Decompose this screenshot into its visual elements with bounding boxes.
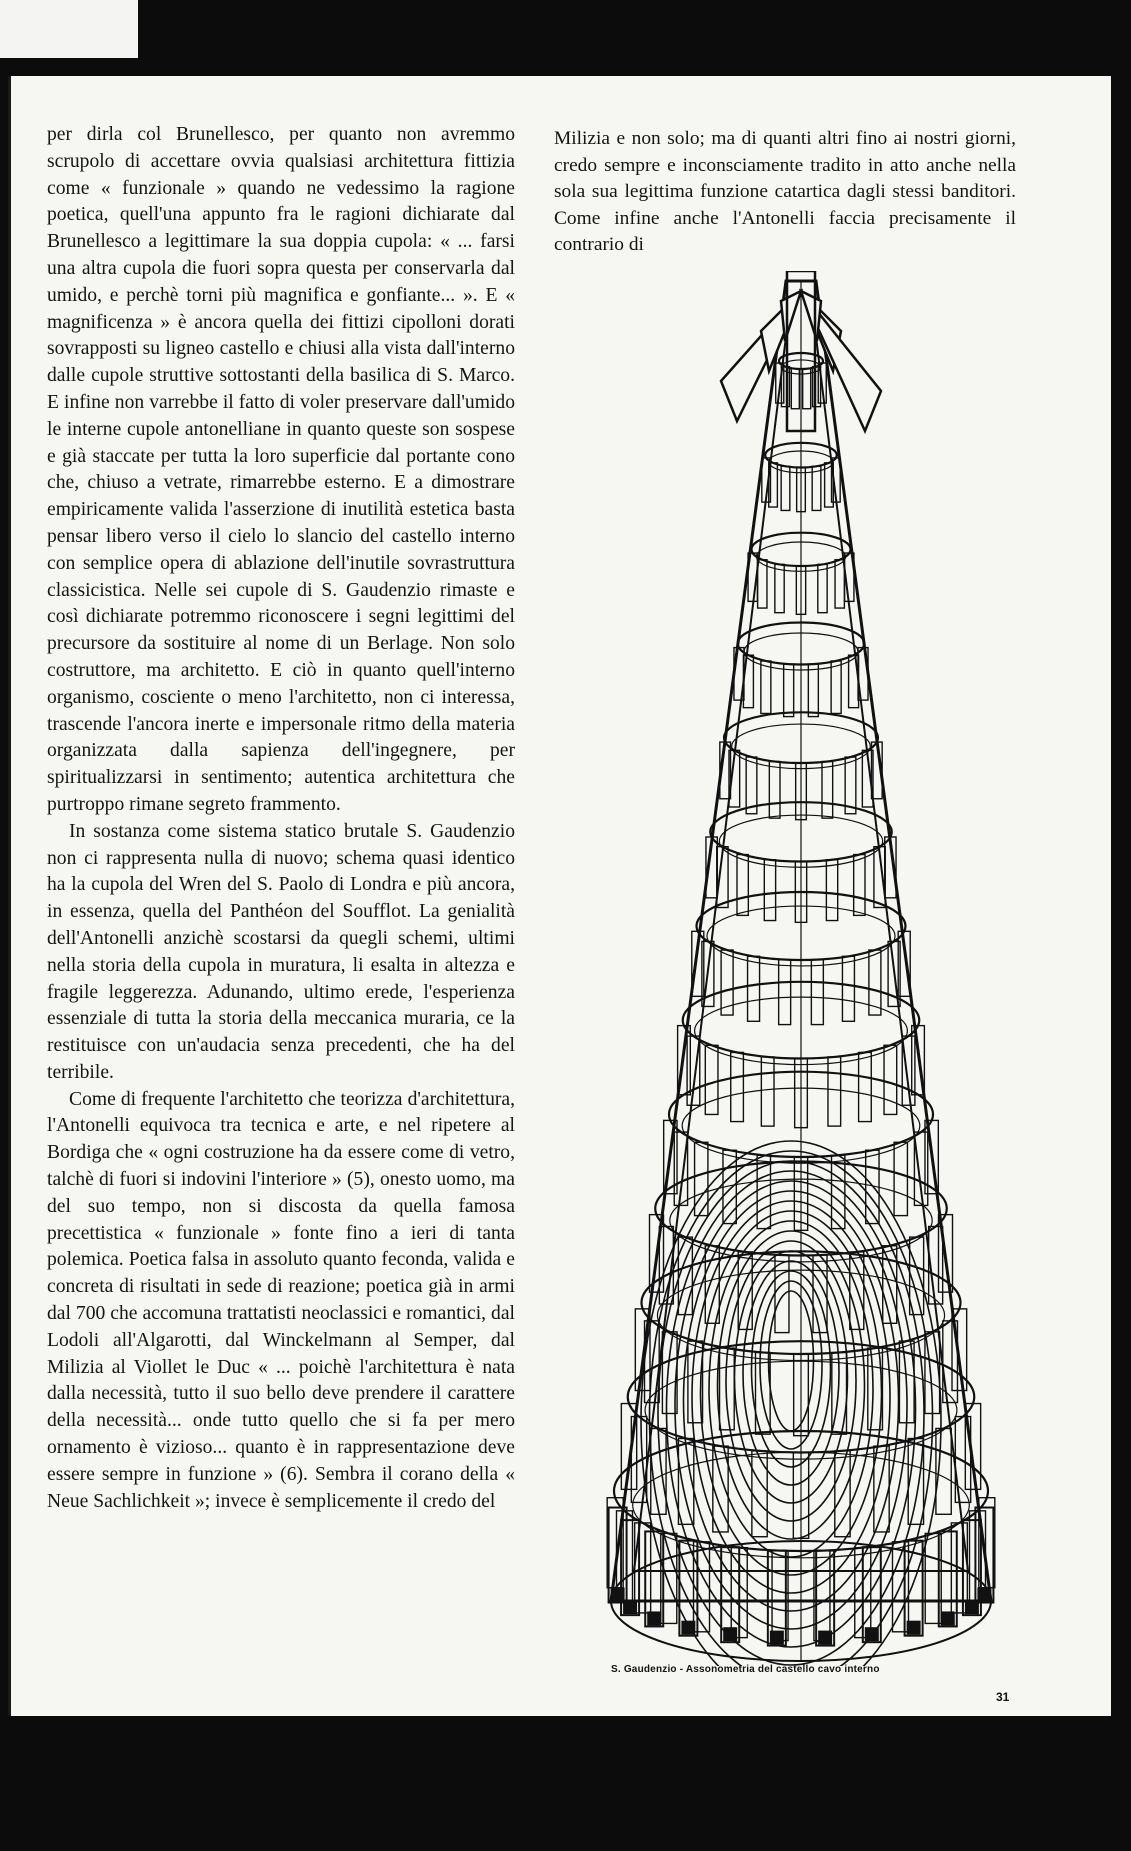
rib-arch	[761, 1057, 774, 1126]
rib-arch	[764, 860, 775, 921]
rib-arch	[883, 1246, 897, 1324]
rib-arch	[822, 761, 833, 818]
pier-foot	[818, 1631, 832, 1645]
lantern-fin	[801, 291, 821, 341]
rib-arch	[705, 1045, 718, 1114]
rib-arch	[791, 369, 799, 409]
rib-arch	[775, 564, 784, 612]
rib-arch	[694, 1542, 710, 1632]
pier-foot	[723, 1627, 737, 1641]
axonometric-drawing	[596, 271, 1016, 1851]
paragraph: In sostanza come sistema statico brutale S. Gaudenzio non ci rappresenta nulla di nuovo; schema quasi identico ha la cupola del Wren del S. Paolo di Londra e più ancora, in essenza, quella del Panthéon del Soufflot. La genialità dell'Antonelli anzichè scostarsi da quegli schemi, ultimi nella storia della cupola in muratura, li esalta in altezza e fragile leggerezza. Adunando, ultimo erede, l'esperienza essenziale di tutta la storia della meccanica muraria, ce la restituisce con un'audacia senza precedenti, che ha del terribile.	[47, 820, 515, 1083]
rib-arch	[828, 1057, 841, 1126]
book-page	[8, 76, 1111, 1716]
rib-arch	[781, 466, 790, 510]
rib-arch	[758, 560, 767, 608]
lantern-fin	[781, 291, 801, 341]
rib-arch	[784, 664, 794, 717]
rib-arch	[731, 1052, 744, 1121]
rib-arch	[808, 664, 818, 717]
rib-arch	[748, 956, 760, 1021]
rib-arch	[811, 960, 823, 1025]
rib-arch	[835, 560, 844, 608]
rib-arch	[737, 855, 748, 916]
left-text-column	[47, 122, 515, 1515]
dome-shell	[718, 1231, 865, 1539]
rib-arch	[894, 1142, 907, 1215]
rib-arch	[769, 761, 780, 818]
rib-arch	[854, 855, 865, 916]
pier-foot	[941, 1611, 955, 1625]
dome-shell	[641, 1141, 941, 1666]
dome-shell	[752, 1271, 831, 1467]
rib-arch	[831, 661, 841, 714]
right-text-column	[554, 126, 1016, 259]
rib-arch	[761, 661, 771, 714]
rib-arch	[826, 860, 837, 921]
dome-shell	[726, 1241, 856, 1521]
pier-foot	[865, 1627, 879, 1641]
pier-foot	[681, 1621, 695, 1635]
rib-arch	[812, 466, 821, 510]
pier-foot	[770, 1631, 784, 1645]
paragraph: per dirla col Brunellesco, per quanto non avremmo scrupolo di accettare ovvia qualsiasi architettura fittizia come « funzionale » quando ne vedessimo la ragione poetica, quell'una appunto fra le ragioni dichiarate dal Brunellesco a legittimare la sua doppia cupola: « ... farsi una altra cupola die fuori sopra questa per conservarla dal umido, e perchè torni più magnifica e gonfiante... ». E « magnificenza » è ancora quella dei fittizi cipolloni dorati sovrapposti su ligneo castello e chiusi alla vista dall'interno dalle cupole struttive sottostanti della basilica di S. Marco. E infine non varrebbe il fatto di voler preservare dall'umido le interne cupole antonelliane in quanto queste son sospese e già staccate per tutta la loro superficie dal portante cono che, chiuso a vetrate, rimarrebbe esterno. E a dimostrare empiricamente valida l'asserzione di inutilità estetica basta pensar libero verso il cielo lo slancio del castello interno con semplice opera di ablazione dell'inutile sovrastruttura classicistica. Nelle sei cupole di S. Gaudenzio rimaste e così dichiarate potremmo riconoscere i segni legittimi del precursore da sostituire al nome di un Berlage. Non solo costruttore, ma architetto. E ciò in quanto quell'interno organismo, cosciente o meno l'architetto, non ci interessa, trascende l'ancora inerte e impersonale ritmo della materia organizzata dalla sapienza dell'ingegnere, per spiritualizzarsi in sentimento; autentica architettura che purtroppo rimane segreto frammento.	[47, 124, 515, 815]
rib-arch	[779, 960, 791, 1025]
figure-caption: S. Gaudenzio - Assonometria del castello cavo interno	[611, 1664, 880, 1675]
rib-arch	[859, 1052, 872, 1121]
rib-arch	[884, 1045, 897, 1114]
rib-arch	[818, 564, 827, 612]
rib-arch	[908, 1439, 923, 1525]
paragraph: Come di frequente l'architetto che teorizza d'architettura, l'Antonelli equivoca tra tecnica e arte, e nel ripetere al Bordiga che « ogni costruzione ha da essere come di vetro, talchè di fuori si indovini l'interiore » (5), onesto uomo, ma del suo tempo, non si discosta da quella famosa precettistica « funzionale » fonte fino a ieri di tanta polemica. Poetica falsa in assoluto quanto feconda, valida e concreta di risultati in sede di reazione; poetica già in armi dal 700 che accomuna trattatisti neoclassici e romantici, dal Lodoli all'Algarotti, dal Winckelmann al Semper, dal Milizia al Viollet le Duc « ... poichè l'architettura è nata dalla necessità, tutto il suo bello deve prendere il carattere della necessità... onde tutto quello che si fa per mero ornamento è vizioso... quanto è in rappresentazione deve essere sempre in funzione » (6). Sembra il corano della « Neue Sachlichkeit »; invece è semplicemente il credo del	[47, 1088, 515, 1512]
rib-arch	[803, 369, 811, 409]
dome-cone-illustration	[596, 271, 1016, 1666]
scan-corner-margin	[0, 0, 138, 58]
pier-foot	[623, 1600, 637, 1614]
pier-foot	[907, 1621, 921, 1635]
page-number: 31	[996, 1690, 1010, 1704]
pier-foot	[611, 1588, 625, 1602]
dome-shell	[692, 1201, 890, 1593]
pier-foot	[977, 1588, 991, 1602]
rib-arch	[842, 956, 854, 1021]
pier-foot	[647, 1611, 661, 1625]
paragraph: Milizia e non solo; ma di quanti altri fino ai nostri giorni, credo sempre e inconsciamente tradito in atto anche nella sola sua legittima funzione catartica dagli stessi banditori. Come infine anche l'Antonelli faccia precisamente il contrario di	[554, 128, 1016, 256]
